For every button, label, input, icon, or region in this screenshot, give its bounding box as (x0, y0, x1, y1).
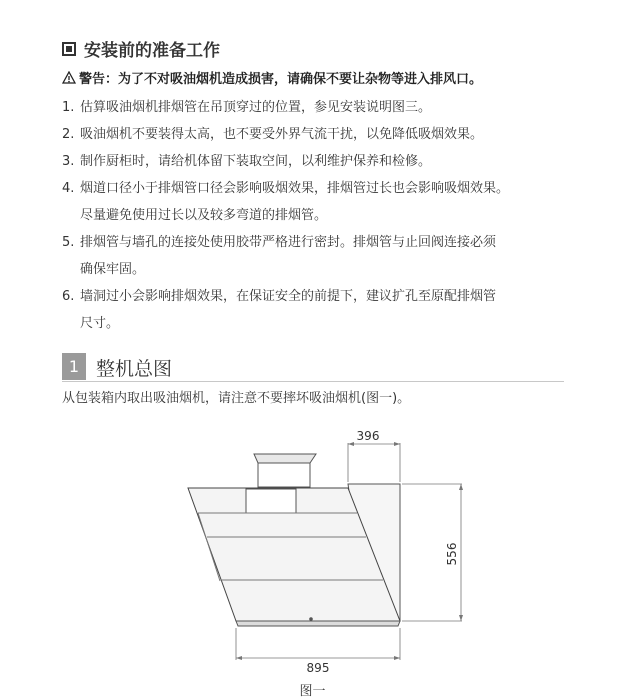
duct-top (254, 454, 316, 463)
step-item (62, 94, 582, 121)
step-item (62, 121, 582, 148)
chapter-number-badge: 1 (62, 353, 86, 380)
step-item (62, 229, 582, 283)
dimension-width: 895 (306, 661, 330, 675)
step-number: 1. (62, 100, 75, 115)
step-item (62, 148, 582, 175)
dimension-height: 556 (445, 542, 459, 566)
step-item (62, 283, 582, 337)
range-hood-diagram (0, 420, 625, 682)
preparation-steps-list (62, 94, 582, 337)
intro-text: 从包装箱内取出吸油烟机，请注意不要摔坏吸油烟机(图一)。 (62, 391, 411, 406)
bottom-strip (236, 621, 400, 626)
square-bullet-icon (62, 42, 76, 56)
warning-icon (62, 71, 76, 84)
step-number: 3. (62, 154, 75, 169)
figure-caption: 图一 (299, 684, 326, 699)
step-text: 尽量避免使用过长以及较多弯道的排烟管。 (80, 208, 328, 223)
step-text: 排烟管与墙孔的连接处使用胶带严格进行密封。排烟管与止回阀连接必须 (80, 235, 497, 250)
warning-text: 警告：为了不对吸油烟机造成损害，请确保不要让杂物等进入排风口。 (79, 72, 483, 87)
step-text: 制作厨柜时，请给机体留下装取空间，以利维护保养和检修。 (80, 154, 432, 169)
step-text: 确保牢固。 (80, 262, 146, 277)
step-text: 墙洞过小会影响排烟效果，在保证安全的前提下，建议扩孔至原配排烟管 (80, 289, 497, 304)
step-item (62, 175, 582, 229)
step-number: 2. (62, 127, 75, 142)
indicator-dot (310, 618, 313, 621)
chapter-title: 整机总图 (96, 358, 173, 380)
duct-body (258, 463, 310, 487)
dimension-depth: 396 (356, 429, 380, 443)
step-number: 6. (62, 289, 75, 304)
step-text: 烟道口径小于排烟管口径会影响吸烟效果，排烟管过长也会影响吸烟效果。 (80, 181, 510, 196)
step-text: 吸油烟机不要装得太高，也不要受外界气流干扰，以免降低吸烟效果。 (80, 127, 484, 142)
step-text: 估算吸油烟机排烟管在吊顶穿过的位置，参见安装说明图三。 (80, 100, 432, 115)
step-number: 5. (62, 235, 75, 250)
control-bezel (246, 489, 296, 513)
section-heading (62, 36, 220, 61)
chapter-heading (62, 353, 564, 382)
step-number: 4. (62, 181, 75, 196)
step-text: 尺寸。 (80, 316, 120, 331)
section-title: 安装前的准备工作 (84, 41, 220, 61)
warning-note (62, 68, 482, 87)
